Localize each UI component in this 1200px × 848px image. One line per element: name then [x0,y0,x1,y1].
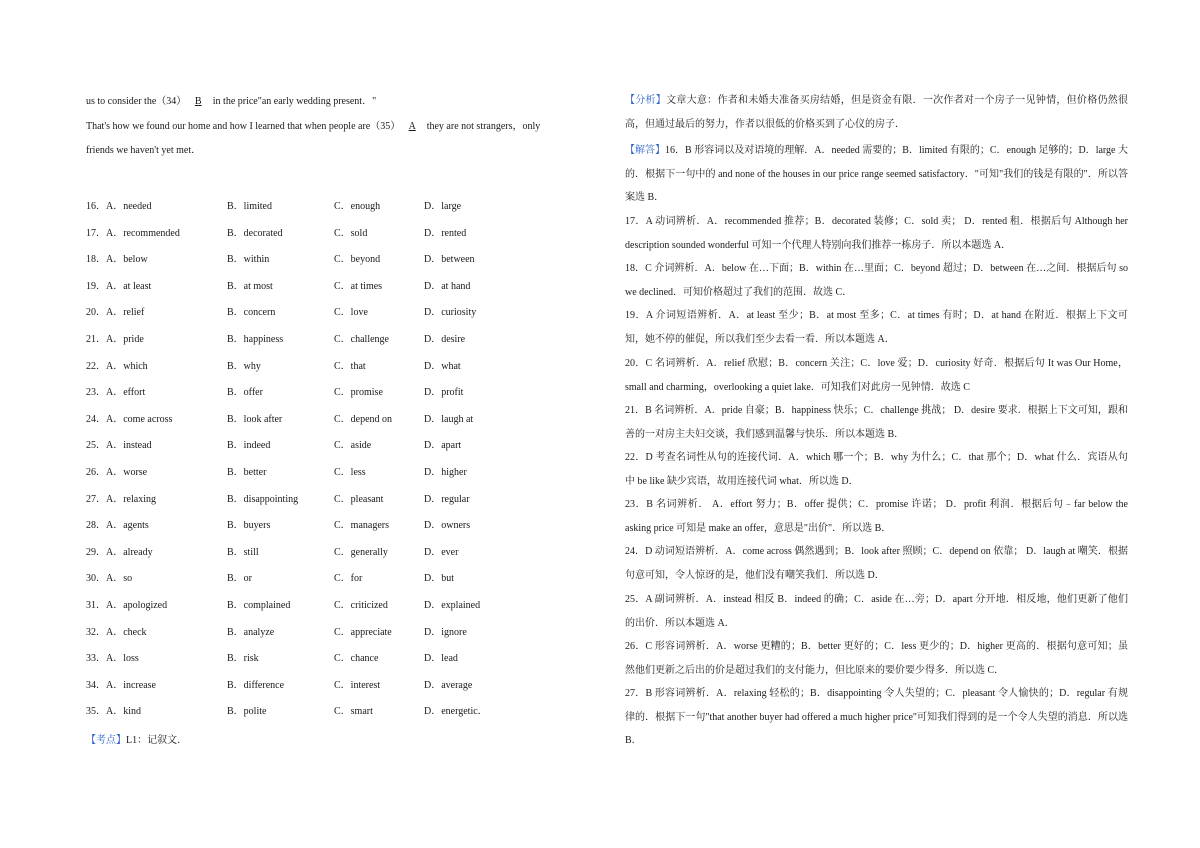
option-b: B．offer [227,387,263,399]
passage-text: in the price"an early wedding present．" [210,96,377,107]
option-row [86,466,591,493]
option-c: C．at times [334,280,383,292]
option-b: B．polite [227,706,267,718]
option-b: B．or [227,573,252,585]
option-b: B．difference [227,679,285,691]
option-row [86,333,591,360]
answer-17: 17．A 动词辨析．A．recommended 推荐；B．decorated 装修；C．sold 卖； D．rented 租．根据后句 Although her description sounded wonderful 可知一个代理人特别向我们推荐一栋房子．所以本题选 A． [625,216,1128,251]
option-row [86,493,591,520]
option-c: C．love [334,307,368,319]
option-c: C．smart [334,706,373,718]
option-d: D．at hand [424,280,471,292]
answer-24: 24．D 动词短语辨析．A．come across 偶然遇到；B．look after 照顾；C．depend on 依靠； D．laugh at 嘲笑．根据句意可知，令人惊讶的是，他们没有嘲笑我们．所以选 D． [625,546,1128,581]
option-c: C．beyond [334,254,381,266]
option-a: 25．A．instead [86,440,152,452]
option-d: D．laugh at [424,413,474,425]
option-d: D．profit [424,387,464,399]
option-row [86,705,591,732]
option-b: B．limited [227,201,272,212]
option-c: C．promise [334,387,383,399]
option-b: B．at most [227,280,273,292]
option-b: B．better [227,466,267,478]
option-b: B．concern [227,307,276,319]
option-a: 27．A．relaxing [86,493,156,505]
option-b: B．decorated [227,227,283,239]
option-d: D．explained [424,599,481,611]
option-c: C．generally [334,546,388,558]
option-c: C．chance [334,653,379,665]
analysis-paragraph [625,89,1128,136]
option-d: D．ever [424,546,459,558]
option-row [86,360,591,387]
option-c: C．appreciate [334,626,392,638]
option-d: D．energetic． [424,706,488,718]
passage-line-1 [86,94,591,109]
option-a: 29．A．already [86,546,153,558]
option-row [86,546,591,573]
answer-18: 18．C 介词辨析．A．below 在…下面；B．within 在…里面；C．beyond 超过；D．between 在…之间．根据后句 so we declined．可知价格超过了我们的范围．故选 C． [625,263,1128,298]
option-b: B．complained [227,599,291,611]
option-d: D．what [424,360,461,372]
answer-text: 16．B 形容词以及对语境的理解．A．needed 需要的；B．limited 有限的；C．enough 足够的；D．large 大的．根据下一句中的 and none of the houses in our price range seemed satisfactory．"可知"我们的钱是有限的"．所以答案选 B． [625,145,1128,204]
option-c: C．pleasant [334,493,384,505]
jieda-label: 【解答】 [625,145,666,156]
answer-blank-35: A [408,121,416,132]
option-d: D．ignore [424,626,467,638]
option-c: C．aside [334,440,372,452]
answer-27: 27．B 形容词辨析．A．relaxing 轻松的；B．disappointing 令人失望的；C．pleasant 令人愉快的；D．regular 有规律的．根据下一句"that another buyer had offered a much higher price"可知我们得到的是一个令人失望的消息．所以选 B． [625,688,1128,747]
option-b: B．within [227,254,270,266]
option-row [86,306,591,333]
answer-19: 19．A 介词短语辨析．A．at least 至少；B．at most 至多；C．at times 有时；D．at hand 在附近．根据上下文可知，她不停的催促，所以我们至少去看一看．所以本题选 A． [625,310,1128,345]
option-b: B．happiness [227,333,284,345]
option-b: B．why [227,360,261,372]
option-a: 31．A．apologized [86,599,168,611]
option-a: 35．A．kind [86,706,141,718]
option-row [86,280,591,307]
option-d: D．apart [424,440,462,452]
answer-21: 21．B 名词辨析．A．pride 自豪；B．happiness 快乐；C．challenge 挑战； D．desire 要求．根据上下文可知，跟和善的一对房主夫妇交谈，我们感到温馨与快乐．所以本题选 B． [625,405,1128,440]
option-row [86,200,591,227]
option-row [86,439,591,466]
option-row [86,652,591,679]
option-a: 30．A．so [86,573,133,585]
option-row [86,679,591,706]
option-a: 24．A．come across [86,413,173,425]
option-a: 21．A．pride [86,333,144,345]
passage-text: us to consider the（34） [86,96,187,107]
option-b: B．disappointing [227,493,299,505]
option-b: B．look after [227,413,283,425]
option-a: 17．A．recommended [86,227,180,239]
option-row [86,386,591,413]
option-d: D．average [424,679,473,691]
option-c: C．that [334,360,366,372]
answer-25: 25．A 副词辨析．A．instead 相反 B．indeed 的确；C．aside 在…旁；D．apart 分开地．相反地，他们更新了他们的出价．所以本题选 A． [625,594,1128,629]
option-a: 28．A．agents [86,520,149,532]
option-d: D．owners [424,520,471,532]
option-c: C．interest [334,679,381,691]
option-c: C．managers [334,520,389,532]
answer-26: 26．C 形容词辨析．A．worse 更糟的；B．better 更好的；C．less 更少的；D．higher 更高的．根据句意可知；虽然他们更新之后出的价是超过我们的支付能力，但比原来的要价要少得多．所以选 C． [625,641,1128,676]
option-row [86,519,591,546]
answer-16 [625,139,1128,210]
option-row [86,599,591,626]
option-a: 22．A．which [86,360,148,372]
option-row [86,227,591,254]
option-a: 32．A．check [86,626,147,638]
option-b: B．risk [227,653,259,665]
option-c: C．criticized [334,599,388,611]
fenxi-text: 文章大意：作者和未婚夫准备买房结婚，但是资金有限．一次作者对一个房子一见钟情，但价格仍然很高，但通过最后的努力，作者以很低的价格买到了心仪的房子． [625,95,1129,130]
option-d: D．higher [424,466,467,478]
option-d: D．regular [424,493,470,505]
option-c: C．for [334,573,363,585]
option-row [86,253,591,280]
option-a: 19．A．at least [86,280,152,292]
passage-text: That's how we found our home and how I learned that when people are（35） [86,121,401,132]
option-row [86,626,591,653]
option-d: D．desire [424,333,466,345]
option-b: B．analyze [227,626,275,638]
option-row [86,572,591,599]
options-list [86,200,591,732]
option-d: D．lead [424,653,458,665]
option-d: D．but [424,573,454,585]
answer-22: 22．D 考查名词性从句的连接代词．A．which 哪一个；B．why 为什么；C．that 那个；D．what 什么．宾语从句中 be like 缺少宾语，故用连接代词 what．所以选 D． [625,452,1128,487]
option-a: 34．A．increase [86,679,156,691]
option-d: D．rented [424,227,467,239]
option-a: 18．A．below [86,254,148,266]
passage-text: they are not strangers，only [424,121,541,132]
option-d: D．between [424,254,475,266]
kaodian-label: 【考点】 [86,735,126,746]
answer-blank-34: B [194,96,202,107]
kaodian-text: L1：记叙文． [126,735,188,746]
answer-20: 20．C 名词辨析．A．relief 欣慰；B．concern 关注；C．love 爱；D．curiosity 好奇．根据后句 It was Our Home，small and charming，overlooking a quiet lake．可知我们对此房一见钟情．故选 C [625,358,1128,393]
option-a: 20．A．relief [86,307,145,319]
option-a: 33．A．loss [86,653,139,665]
option-b: B．still [227,546,259,558]
option-d: D．curiosity [424,307,477,319]
option-c: C．sold [334,227,368,239]
option-a: 16．A．needed [86,201,152,212]
option-row [86,413,591,440]
passage-line-3: friends we haven't yet met． [86,145,202,156]
option-c: C．challenge [334,333,389,345]
kaodian-note [86,733,591,748]
option-c: C．enough [334,201,381,212]
option-a: 26．A．worse [86,466,148,478]
option-a: 23．A．effort [86,387,146,399]
option-c: C．less [334,466,366,478]
option-b: B．buyers [227,520,271,532]
answer-23: 23．B 名词辨析． A．effort 努力；B．offer 提供；C．promise 许诺； D．profit 利润．根据后句﹣far below the asking price 可知是 make an offer，意思是"出价"．所以选 B． [625,499,1128,534]
option-b: B．indeed [227,440,271,452]
fenxi-label: 【分析】 [625,95,667,106]
passage-line-2 [86,119,591,134]
option-c: C．depend on [334,413,393,425]
option-d: D．large [424,201,462,212]
